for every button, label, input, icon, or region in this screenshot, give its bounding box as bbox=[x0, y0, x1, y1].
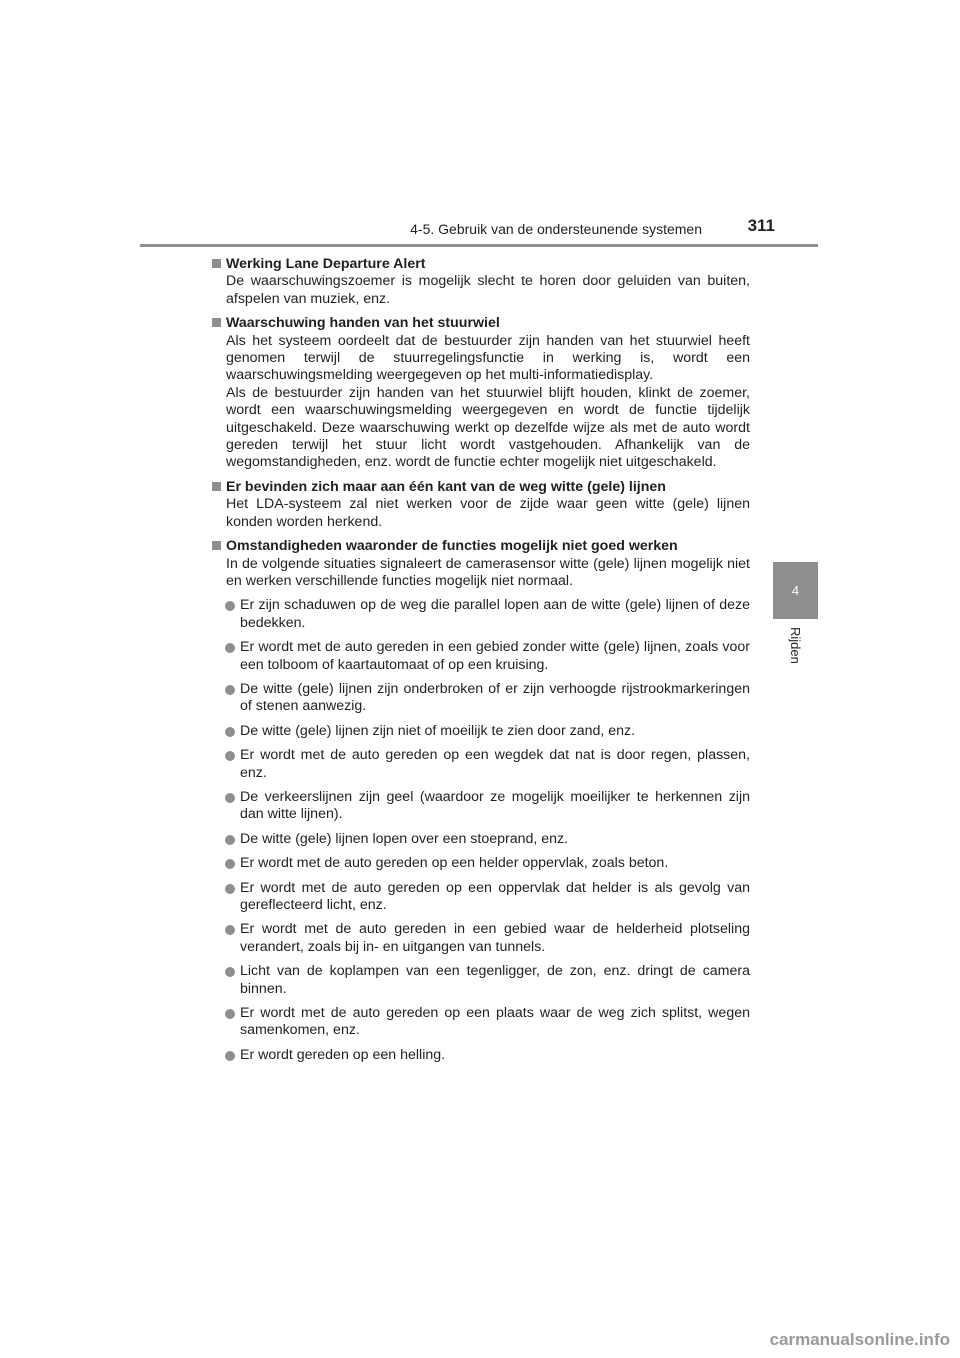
square-bullet-icon bbox=[212, 541, 221, 550]
list-item-text: De witte (gele) lijnen lopen over een stoeprand, enz. bbox=[240, 830, 569, 847]
list-item-text: Er wordt met de auto gereden in een gebied zonder witte (gele) lijnen, zoals voor een tolboom of kaartautomaat of op een kruising. bbox=[240, 639, 750, 673]
list-item-text: De witte (gele) lijnen zijn niet of moeilijk te zien door zand, enz. bbox=[240, 722, 636, 739]
list-item bbox=[210, 639, 750, 674]
list-item bbox=[210, 597, 750, 632]
list-item-text: Er wordt met de auto gereden op een plaats waar de weg zich splitst, wegen samenkomen, enz. bbox=[240, 1005, 750, 1039]
list-item-text: Er wordt met de auto gereden op een helder oppervlak, zoals beton. bbox=[240, 855, 669, 872]
round-bullet-icon bbox=[225, 727, 235, 737]
list-item bbox=[210, 681, 750, 716]
section-title-text: Er bevinden zich maar aan één kant van de weg witte (gele) lijnen bbox=[226, 478, 666, 495]
section-title-text: Werking Lane Departure Alert bbox=[226, 256, 426, 272]
round-bullet-icon bbox=[225, 751, 235, 761]
list-item bbox=[210, 831, 750, 848]
list-item-text: Er wordt met de auto gereden in een gebied waar de helderheid plotseling verandert, zoals bij in- en uitgangen van tunnels. bbox=[240, 921, 750, 955]
section bbox=[210, 479, 750, 531]
section-title bbox=[210, 479, 750, 496]
round-bullet-icon bbox=[225, 859, 235, 869]
chapter-number: 4 bbox=[791, 583, 800, 598]
list-item-text: Er wordt gereden op een helling. bbox=[240, 1046, 446, 1063]
round-bullet-icon bbox=[225, 643, 235, 653]
section bbox=[210, 256, 750, 308]
square-bullet-icon bbox=[212, 318, 221, 327]
list-item bbox=[210, 747, 750, 782]
list-item-text: De witte (gele) lijnen zijn onderbroken of er zijn verhoogde rijstrookmarkeringen of stenen aanwezig. bbox=[240, 680, 750, 715]
chapter-label-text: Rijden bbox=[788, 627, 803, 664]
round-bullet-icon bbox=[225, 1051, 235, 1061]
chapter-label bbox=[773, 627, 818, 687]
round-bullet-icon bbox=[225, 884, 235, 894]
header-rule bbox=[140, 244, 818, 247]
list-item-text: Er wordt met de auto gereden op een oppervlak dat helder is als gevolg van gereflecteerd licht, enz. bbox=[240, 879, 750, 913]
section-title bbox=[210, 315, 750, 332]
round-bullet-icon bbox=[225, 835, 235, 845]
round-bullet-icon bbox=[225, 967, 235, 977]
page-content bbox=[210, 256, 750, 1071]
list-item bbox=[210, 855, 750, 872]
section bbox=[210, 315, 750, 472]
list-item bbox=[210, 963, 750, 998]
list-item bbox=[210, 880, 750, 915]
list-item-text: Er wordt met de auto gereden op een wegdek dat nat is door regen, plassen, enz. bbox=[240, 747, 750, 781]
round-bullet-icon bbox=[225, 685, 235, 695]
round-bullet-icon bbox=[225, 601, 235, 611]
paragraph: In de volgende situaties signaleert de camerasensor witte (gele) lijnen mogelijk niet en werken verschillende functies mogelijk niet normaal. bbox=[226, 555, 750, 589]
square-bullet-icon bbox=[212, 482, 221, 491]
list-item bbox=[210, 1005, 750, 1040]
paragraph: Als het systeem oordeelt dat de bestuurder zijn handen van het stuurwiel heeft genomen terwijl de stuurregelingsfunctie in werking is, wordt een waarschuwingsmelding weergegeven op het multi-informatiedisplay. bbox=[226, 332, 750, 384]
list-item-text: Licht van de koplampen van een tegenligger, de zon, enz. dringt de camera binnen. bbox=[240, 963, 750, 997]
section bbox=[210, 538, 750, 1064]
round-bullet-icon bbox=[225, 793, 235, 803]
paragraph: Als de bestuurder zijn handen van het stuurwiel blijft houden, klinkt de zoemer, wordt een waarschuwingsmelding weergegeven en wordt de functie tijdelijk uitgeschakeld. Deze waarschuwing werkt op dezelfde wijze als met de auto wordt gereden terwijl het stuur licht wordt vastgehouden. Afhankelijk van de wegomstandigheden, enz. wordt de functie echter mogelijk niet uitgeschakeld. bbox=[226, 384, 750, 471]
header-section-title: 4-5. Gebruik van de ondersteunende systemen bbox=[410, 221, 702, 237]
square-bullet-icon bbox=[212, 259, 221, 268]
list-item bbox=[210, 723, 750, 740]
section-title bbox=[210, 256, 750, 273]
list-item bbox=[210, 1047, 750, 1064]
section-title-text: Waarschuwing handen van het stuurwiel bbox=[226, 315, 500, 332]
round-bullet-icon bbox=[225, 925, 235, 935]
page-number: 311 bbox=[747, 216, 775, 235]
bullet-list bbox=[210, 597, 750, 1064]
list-item-text: De verkeerslijnen zijn geel (waardoor ze mogelijk moeilijker te herkennen zijn dan witte lijnen). bbox=[240, 788, 750, 823]
list-item bbox=[210, 921, 750, 956]
watermark: carmanualsonline.info bbox=[769, 1330, 950, 1349]
list-item-text: Er zijn schaduwen op de weg die parallel lopen aan de witte (gele) lijnen of deze bedekken. bbox=[240, 597, 750, 631]
list-item bbox=[210, 789, 750, 824]
round-bullet-icon bbox=[225, 1009, 235, 1019]
chapter-tab bbox=[773, 562, 818, 619]
paragraph: De waarschuwingszoemer is mogelijk slecht te horen door geluiden van buiten, afspelen van muziek, enz. bbox=[226, 273, 750, 307]
paragraph: Het LDA-systeem zal niet werken voor de zijde waar geen witte (gele) lijnen konden worden herkend. bbox=[226, 496, 750, 530]
section-title-text: Omstandigheden waaronder de functies mogelijk niet goed werken bbox=[226, 538, 678, 555]
section-title bbox=[210, 538, 750, 555]
